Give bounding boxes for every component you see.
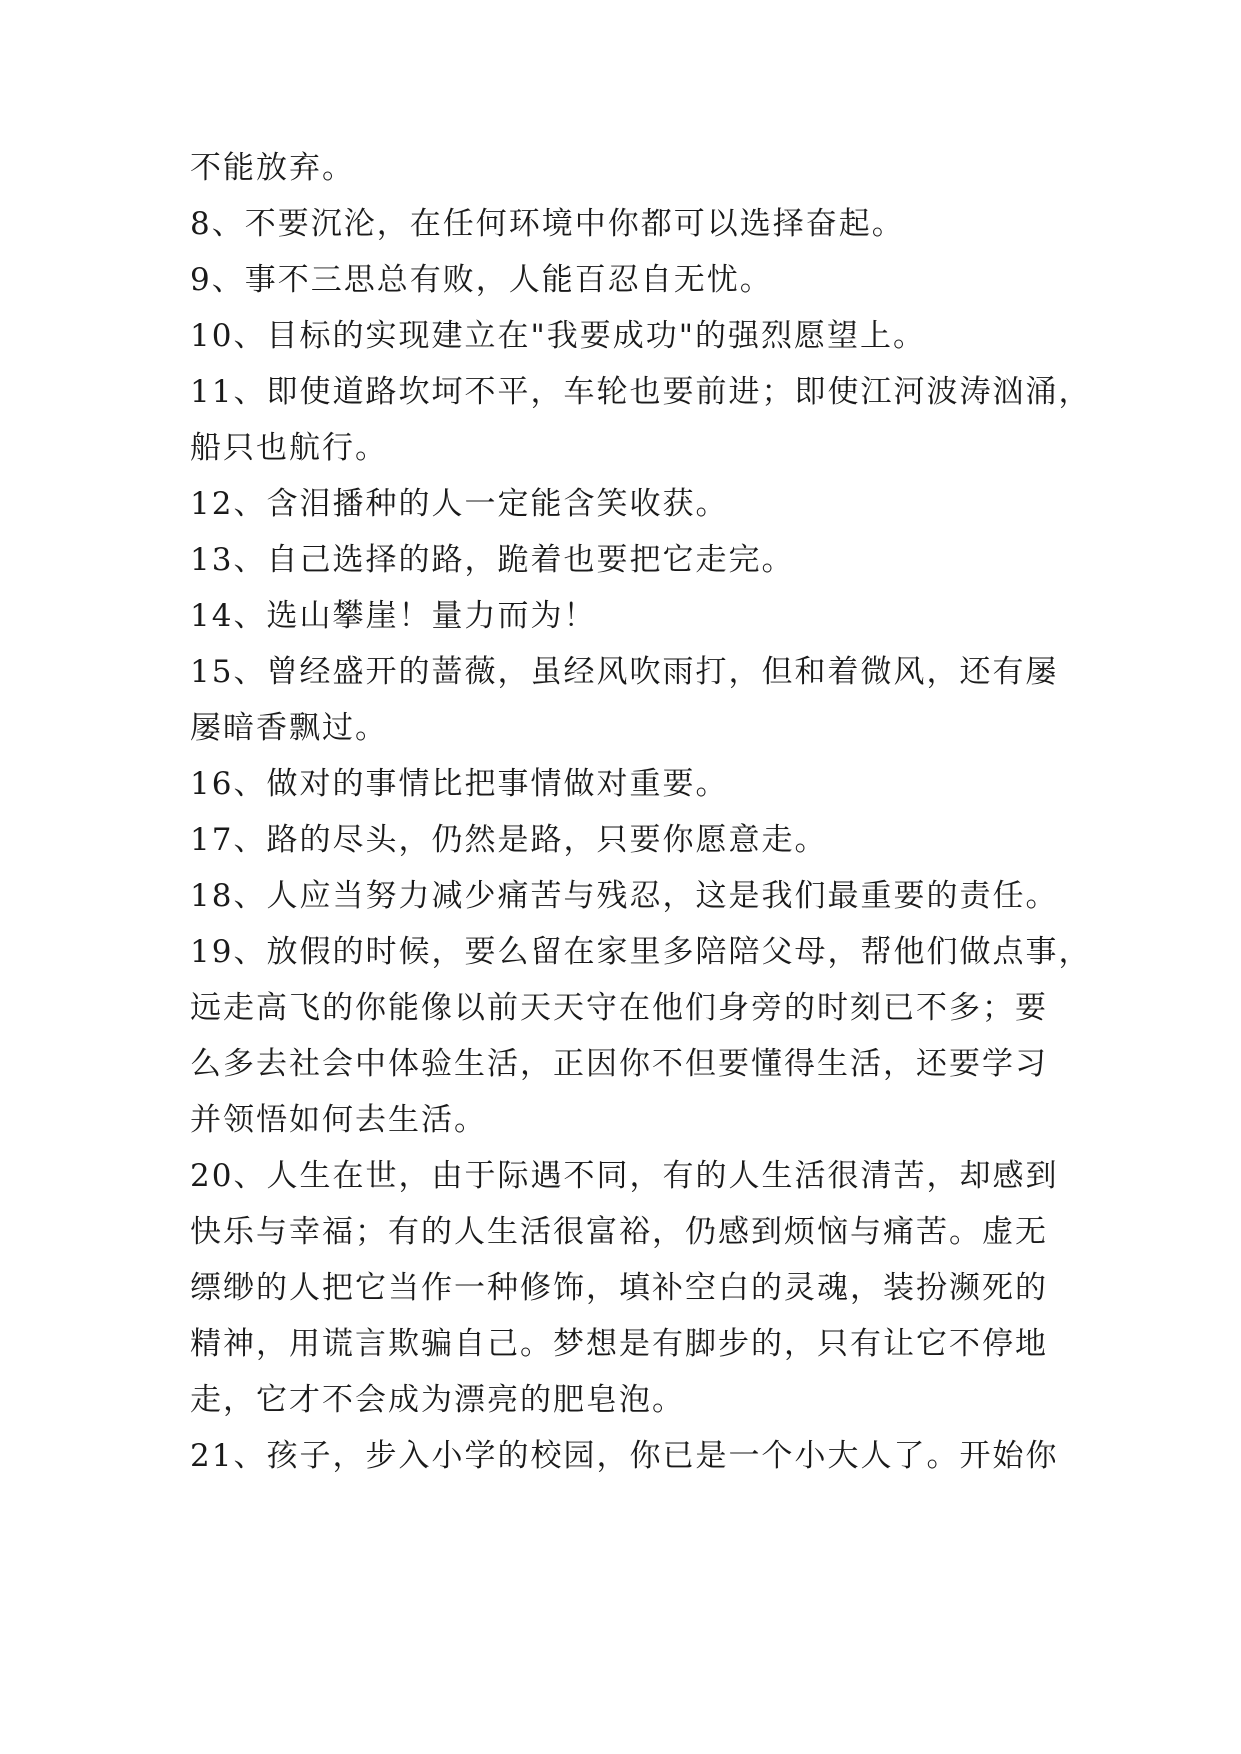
- text-line: 不能放弃。: [190, 150, 355, 186]
- text-line: 船只也航行。: [190, 430, 388, 466]
- text-line: 精神，用谎言欺骗自己。梦想是有脚步的，只有让它不停地: [190, 1326, 1048, 1362]
- text-line: 13、自己选择的路，跪着也要把它走完。: [190, 542, 795, 578]
- text-line: 21、孩子，步入小学的校园，你已是一个小大人了。开始你: [190, 1438, 1059, 1474]
- text-line: 18、人应当努力减少痛苦与残忍，这是我们最重要的责任。: [190, 878, 1059, 914]
- text-line: 12、含泪播种的人一定能含笑收获。: [190, 486, 729, 522]
- text-line: 9、事不三思总有败，人能百忍自无忧。: [190, 262, 773, 298]
- text-line: 屡暗香飘过。: [190, 710, 388, 746]
- text-line: 17、路的尽头，仍然是路，只要你愿意走。: [190, 822, 828, 858]
- text-line: 缥缈的人把它当作一种修饰，填补空白的灵魂，装扮濒死的: [190, 1270, 1048, 1306]
- text-line: 16、做对的事情比把事情做对重要。: [190, 766, 729, 802]
- text-line: 并领悟如何去生活。: [190, 1102, 487, 1138]
- text-line: 走，它才不会成为漂亮的肥皂泡。: [190, 1382, 685, 1418]
- text-line: 14、选山攀崖！量力而为！: [190, 598, 597, 634]
- text-line: 19、放假的时候，要么留在家里多陪陪父母，帮他们做点事，: [190, 934, 1092, 970]
- text-line: 快乐与幸福；有的人生活很富裕，仍感到烦恼与痛苦。虚无: [190, 1214, 1048, 1250]
- text-line: 15、曾经盛开的蔷薇，虽经风吹雨打，但和着微风，还有屡: [190, 654, 1059, 690]
- text-line: 11、即使道路坎坷不平，车轮也要前进；即使江河波涛汹涌，: [190, 374, 1092, 410]
- text-line: 20、人生在世，由于际遇不同，有的人生活很清苦，却感到: [190, 1158, 1059, 1194]
- text-line: 10、目标的实现建立在"我要成功"的强烈愿望上。: [190, 318, 926, 354]
- text-line: 么多去社会中体验生活，正因你不但要懂得生活，还要学习: [190, 1046, 1048, 1082]
- text-line: 8、不要沉沦，在任何环境中你都可以选择奋起。: [190, 206, 905, 242]
- text-line: 远走高飞的你能像以前天天守在他们身旁的时刻已不多；要: [190, 990, 1048, 1026]
